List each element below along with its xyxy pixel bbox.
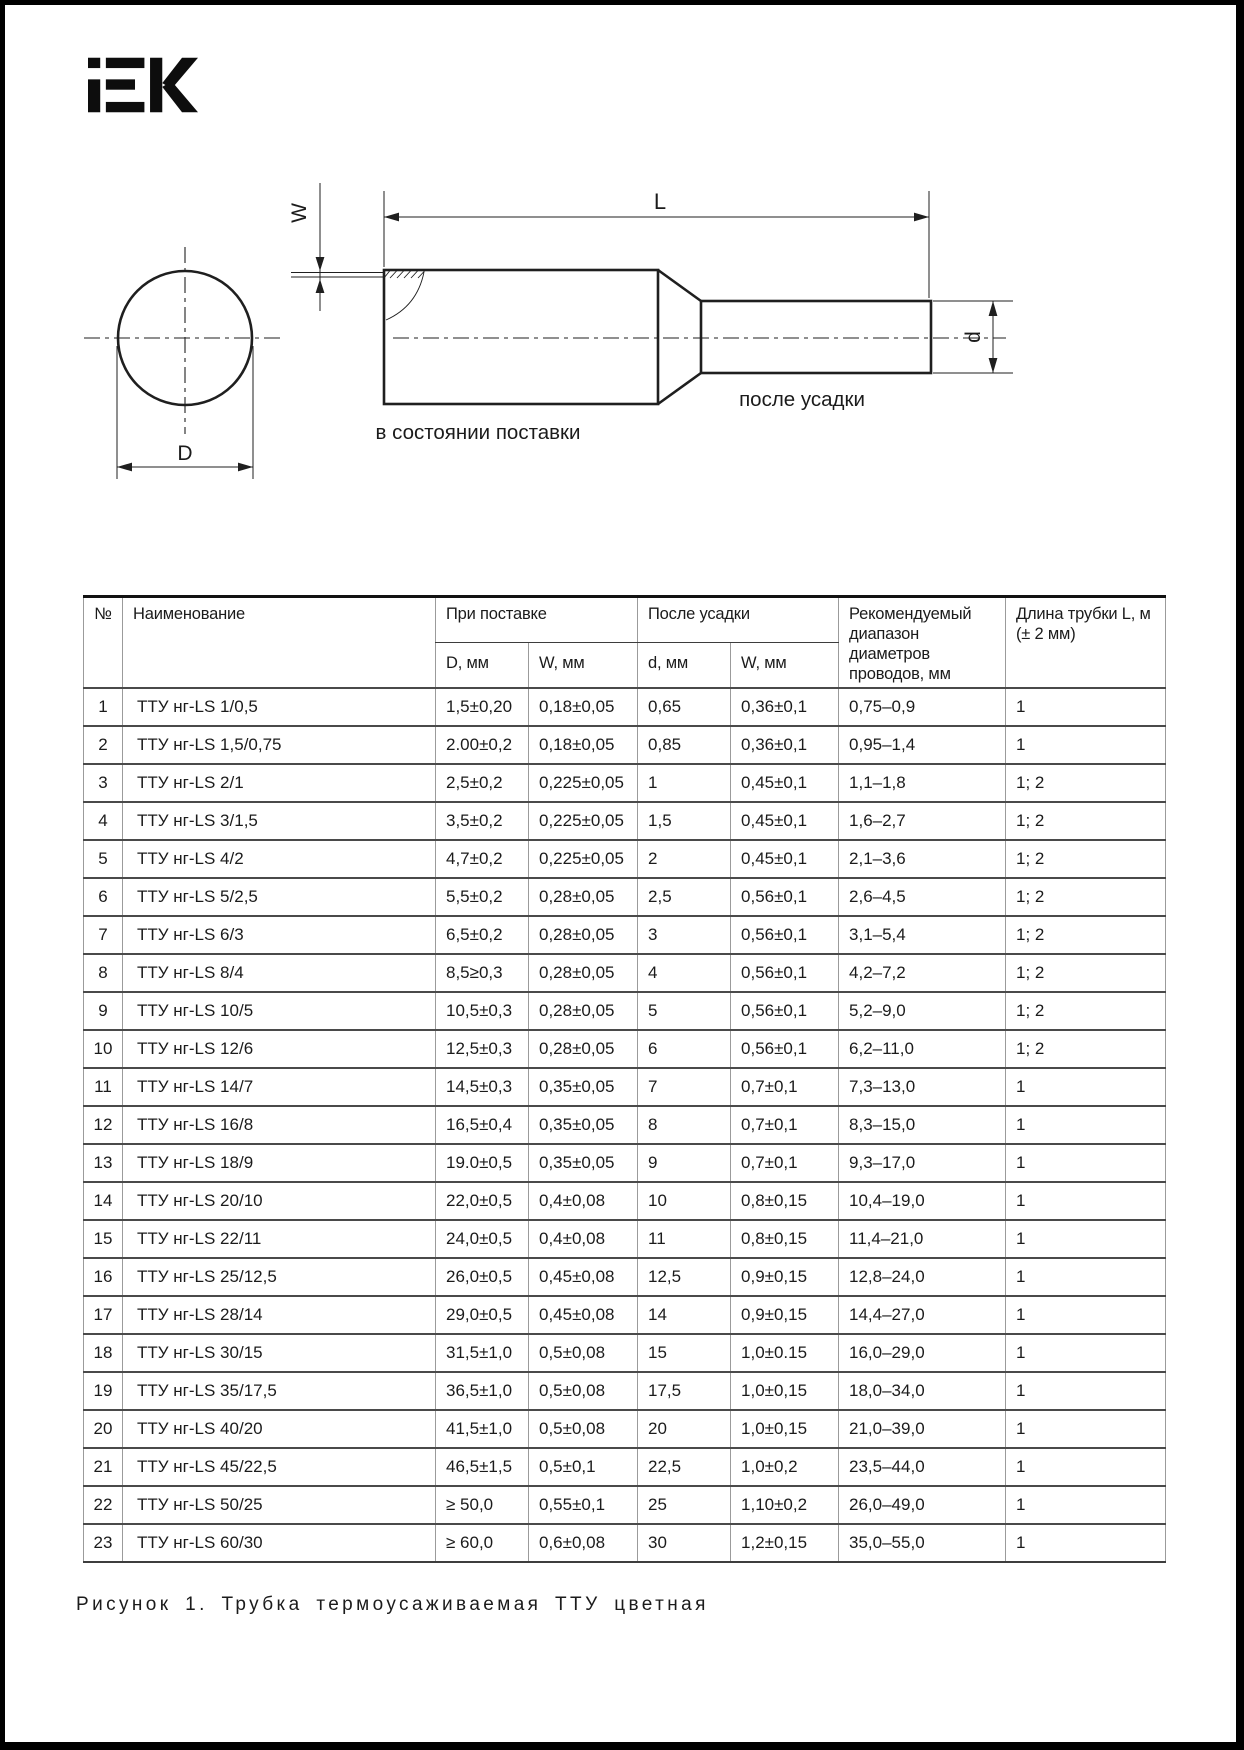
row-number-cell: 7 — [84, 916, 123, 954]
end-view-circle — [84, 247, 284, 434]
table-cell: 14,4–27,0 — [839, 1296, 1006, 1334]
table-row — [84, 802, 1166, 840]
table-cell: 12,8–24,0 — [839, 1258, 1006, 1296]
table-row — [84, 992, 1166, 1030]
table-cell: ТТУ нг-LS 20/10 — [123, 1182, 436, 1220]
table-cell: 1 — [1006, 1296, 1166, 1334]
table-cell: 24,0±0,5 — [436, 1220, 529, 1258]
table-row — [84, 954, 1166, 992]
table-cell: 21,0–39,0 — [839, 1410, 1006, 1448]
table-cell: 30 — [638, 1524, 731, 1562]
row-number-cell: 17 — [84, 1296, 123, 1334]
table-cell: 1,0±0,15 — [731, 1410, 839, 1448]
table-cell: 0,6±0,08 — [529, 1524, 638, 1562]
table-cell: ≥ 50,0 — [436, 1486, 529, 1524]
table-cell: 35,0–55,0 — [839, 1524, 1006, 1562]
table-cell: 1 — [1006, 1524, 1166, 1562]
table-cell: 10,4–19,0 — [839, 1182, 1006, 1220]
table-row — [84, 764, 1166, 802]
table-cell: 0,45±0,1 — [731, 764, 839, 802]
table-cell: 6,5±0,2 — [436, 916, 529, 954]
row-number-cell: 23 — [84, 1524, 123, 1562]
table-cell: 14,5±0,3 — [436, 1068, 529, 1106]
table-row — [84, 1182, 1166, 1220]
table-cell: 1,5 — [638, 802, 731, 840]
table-cell: 25 — [638, 1486, 731, 1524]
row-number-cell: 15 — [84, 1220, 123, 1258]
row-number-cell: 6 — [84, 878, 123, 916]
tube-supply-body — [384, 270, 701, 404]
table-row — [84, 1144, 1166, 1182]
table-cell: 4,7±0,2 — [436, 840, 529, 878]
table-cell: 0,36±0,1 — [731, 688, 839, 726]
table-cell: 0,5±0,1 — [529, 1448, 638, 1486]
table-cell: 1 — [1006, 1220, 1166, 1258]
table-cell: 0,18±0,05 — [529, 688, 638, 726]
table-row — [84, 878, 1166, 916]
table-cell: 1; 2 — [1006, 802, 1166, 840]
table-cell: 0,65 — [638, 688, 731, 726]
row-number-cell: 20 — [84, 1410, 123, 1448]
table-cell: 0,8±0,15 — [731, 1182, 839, 1220]
table-cell: 2,1–3,6 — [839, 840, 1006, 878]
table-cell: 1; 2 — [1006, 840, 1166, 878]
table-cell: 1; 2 — [1006, 1030, 1166, 1068]
table-cell: 4,2–7,2 — [839, 954, 1006, 992]
table-cell: 0,56±0,1 — [731, 992, 839, 1030]
table-cell: 0,75–0,9 — [839, 688, 1006, 726]
table-cell: 3,1–5,4 — [839, 916, 1006, 954]
table-row — [84, 840, 1166, 878]
table-cell: 5,5±0,2 — [436, 878, 529, 916]
table-cell: 0,28±0,05 — [529, 878, 638, 916]
table-cell: 0,85 — [638, 726, 731, 764]
table-cell: ТТУ нг-LS 60/30 — [123, 1524, 436, 1562]
table-cell: 1,6–2,7 — [839, 802, 1006, 840]
table-cell: ТТУ нг-LS 2/1 — [123, 764, 436, 802]
table-cell: 8,5≥0,3 — [436, 954, 529, 992]
table-cell: 0,28±0,05 — [529, 1030, 638, 1068]
table-cell: 0,56±0,1 — [731, 1030, 839, 1068]
figure-caption: Рисунок 1. Трубка термоусаживаемая ТТУ цветная — [76, 1594, 709, 1615]
row-number-cell: 5 — [84, 840, 123, 878]
table-cell: 0,45±0,08 — [529, 1258, 638, 1296]
row-number-cell: 18 — [84, 1334, 123, 1372]
table-cell: 0,225±0,05 — [529, 764, 638, 802]
table-row — [84, 1448, 1166, 1486]
table-cell: 20 — [638, 1410, 731, 1448]
table-cell: ТТУ нг-LS 5/2,5 — [123, 878, 436, 916]
table-row — [84, 1030, 1166, 1068]
label-d: d — [962, 331, 985, 343]
row-number-cell: 16 — [84, 1258, 123, 1296]
row-number-cell: 8 — [84, 954, 123, 992]
label-supply-state: в состоянии поставки — [375, 421, 581, 444]
table-cell: 1,10±0,2 — [731, 1486, 839, 1524]
table-cell: 0,28±0,05 — [529, 916, 638, 954]
table-cell: 0,56±0,1 — [731, 954, 839, 992]
table-cell: 1; 2 — [1006, 916, 1166, 954]
table-cell: 1 — [1006, 1258, 1166, 1296]
table-cell: ТТУ нг-LS 14/7 — [123, 1068, 436, 1106]
header-d-after: d, мм — [638, 643, 731, 688]
table-row — [84, 688, 1166, 726]
table-cell: 1 — [1006, 1106, 1166, 1144]
table-cell: 0,35±0,05 — [529, 1106, 638, 1144]
table-cell: 22,5 — [638, 1448, 731, 1486]
table-cell: ТТУ нг-LS 6/3 — [123, 916, 436, 954]
row-number-cell: 19 — [84, 1372, 123, 1410]
table-cell: 1; 2 — [1006, 764, 1166, 802]
header-after-group: После усадки — [638, 597, 839, 643]
table-row — [84, 1106, 1166, 1144]
table-cell: ТТУ нг-LS 4/2 — [123, 840, 436, 878]
table-cell: 1 — [1006, 1448, 1166, 1486]
spec-table — [83, 595, 1166, 1563]
row-number-cell: 13 — [84, 1144, 123, 1182]
table-cell: 0,45±0,08 — [529, 1296, 638, 1334]
table-cell: 0,35±0,05 — [529, 1144, 638, 1182]
table-cell: 11 — [638, 1220, 731, 1258]
table-cell: 3 — [638, 916, 731, 954]
row-number-cell: 3 — [84, 764, 123, 802]
table-cell: 10 — [638, 1182, 731, 1220]
table-row — [84, 1220, 1166, 1258]
table-cell: 14 — [638, 1296, 731, 1334]
spec-table-body — [84, 688, 1166, 1562]
table-cell: ТТУ нг-LS 1/0,5 — [123, 688, 436, 726]
label-L: L — [653, 189, 667, 214]
table-cell: 3,5±0,2 — [436, 802, 529, 840]
table-cell: ТТУ нг-LS 8/4 — [123, 954, 436, 992]
spec-table-header — [84, 597, 1166, 688]
table-cell: 7,3–13,0 — [839, 1068, 1006, 1106]
table-cell: 26,0±0,5 — [436, 1258, 529, 1296]
header-D-supply: D, мм — [436, 643, 529, 688]
table-cell: 9 — [638, 1144, 731, 1182]
table-cell: 6,2–11,0 — [839, 1030, 1006, 1068]
table-cell: 0,35±0,05 — [529, 1068, 638, 1106]
label-W: W — [288, 203, 311, 223]
table-cell: 46,5±1,5 — [436, 1448, 529, 1486]
header-W-after: W, мм — [731, 643, 839, 688]
table-cell: 7 — [638, 1068, 731, 1106]
table-cell: ТТУ нг-LS 25/12,5 — [123, 1258, 436, 1296]
table-cell: 0,225±0,05 — [529, 802, 638, 840]
table-cell: 0,56±0,1 — [731, 916, 839, 954]
header-range: Рекомендуемый диапазон диаметров проводов, мм — [839, 597, 1006, 688]
table-cell: 0,9±0,15 — [731, 1258, 839, 1296]
table-row — [84, 916, 1166, 954]
table-cell: 9,3–17,0 — [839, 1144, 1006, 1182]
table-cell: 0,28±0,05 — [529, 954, 638, 992]
table-cell: ТТУ нг-LS 35/17,5 — [123, 1372, 436, 1410]
table-cell: 1 — [1006, 1486, 1166, 1524]
table-cell: 23,5–44,0 — [839, 1448, 1006, 1486]
table-cell: 1 — [1006, 1334, 1166, 1372]
table-cell: ТТУ нг-LS 22/11 — [123, 1220, 436, 1258]
table-row — [84, 1258, 1166, 1296]
table-cell: 22,0±0,5 — [436, 1182, 529, 1220]
table-cell: ТТУ нг-LS 1,5/0,75 — [123, 726, 436, 764]
table-cell: 0,4±0,08 — [529, 1182, 638, 1220]
table-cell: 31,5±1,0 — [436, 1334, 529, 1372]
table-cell: 0,28±0,05 — [529, 992, 638, 1030]
table-cell: 1 — [1006, 1410, 1166, 1448]
table-cell: 19.0±0,5 — [436, 1144, 529, 1182]
table-row — [84, 1524, 1166, 1562]
table-row — [84, 1486, 1166, 1524]
table-cell: 8,3–15,0 — [839, 1106, 1006, 1144]
table-cell: 2,5±0,2 — [436, 764, 529, 802]
table-cell: ТТУ нг-LS 40/20 — [123, 1410, 436, 1448]
header-supply-group: При поставке — [436, 597, 638, 643]
table-cell: ТТУ нг-LS 18/9 — [123, 1144, 436, 1182]
row-number-cell: 10 — [84, 1030, 123, 1068]
table-cell: 0,4±0,08 — [529, 1220, 638, 1258]
row-number-cell: 1 — [84, 688, 123, 726]
table-cell: 0,7±0,1 — [731, 1144, 839, 1182]
table-cell: 18,0–34,0 — [839, 1372, 1006, 1410]
table-cell: 17,5 — [638, 1372, 731, 1410]
row-number-cell: 14 — [84, 1182, 123, 1220]
table-cell: 0,7±0,1 — [731, 1068, 839, 1106]
table-cell: 16,0–29,0 — [839, 1334, 1006, 1372]
table-cell: 1 — [638, 764, 731, 802]
table-cell: 0,5±0,08 — [529, 1410, 638, 1448]
table-cell: 26,0–49,0 — [839, 1486, 1006, 1524]
table-cell: 5 — [638, 992, 731, 1030]
table-cell: 1; 2 — [1006, 954, 1166, 992]
table-cell: 2.00±0,2 — [436, 726, 529, 764]
table-cell: 1,1–1,8 — [839, 764, 1006, 802]
table-cell: 0,225±0,05 — [529, 840, 638, 878]
table-cell: 1 — [1006, 726, 1166, 764]
table-cell: 5,2–9,0 — [839, 992, 1006, 1030]
row-number-cell: 2 — [84, 726, 123, 764]
table-cell: 1 — [1006, 1144, 1166, 1182]
dimension-W — [291, 183, 383, 311]
table-cell: 1,0±0,15 — [731, 1372, 839, 1410]
table-cell: 29,0±0,5 — [436, 1296, 529, 1334]
table-cell: 2,5 — [638, 878, 731, 916]
table-cell: ТТУ нг-LS 28/14 — [123, 1296, 436, 1334]
table-row — [84, 1296, 1166, 1334]
header-length: Длина трубки L, м (± 2 мм) — [1006, 597, 1166, 688]
tube-shrunk-body — [701, 301, 931, 373]
table-cell: ТТУ нг-LS 10/5 — [123, 992, 436, 1030]
table-cell: 0,8±0,15 — [731, 1220, 839, 1258]
table-cell: 41,5±1,0 — [436, 1410, 529, 1448]
table-cell: 1; 2 — [1006, 878, 1166, 916]
table-cell: 0,7±0,1 — [731, 1106, 839, 1144]
table-cell: 15 — [638, 1334, 731, 1372]
table-cell: 1,5±0,20 — [436, 688, 529, 726]
technical-drawing — [0, 0, 1244, 520]
table-cell: 1; 2 — [1006, 992, 1166, 1030]
table-cell: 0,5±0,08 — [529, 1334, 638, 1372]
table-cell: 1 — [1006, 688, 1166, 726]
table-cell: ТТУ нг-LS 50/25 — [123, 1486, 436, 1524]
table-cell: ТТУ нг-LS 3/1,5 — [123, 802, 436, 840]
table-row — [84, 1372, 1166, 1410]
table-cell: 36,5±1,0 — [436, 1372, 529, 1410]
table-cell: 0,56±0,1 — [731, 878, 839, 916]
label-after-shrink: после усадки — [739, 388, 865, 411]
table-cell: 1,0±0.15 — [731, 1334, 839, 1372]
table-cell: ТТУ нг-LS 30/15 — [123, 1334, 436, 1372]
table-cell: 0,95–1,4 — [839, 726, 1006, 764]
table-cell: ≥ 60,0 — [436, 1524, 529, 1562]
table-row — [84, 726, 1166, 764]
table-row — [84, 1068, 1166, 1106]
table-cell: ТТУ нг-LS 12/6 — [123, 1030, 436, 1068]
table-cell: ТТУ нг-LS 16/8 — [123, 1106, 436, 1144]
table-cell: 0,55±0,1 — [529, 1486, 638, 1524]
table-row — [84, 1334, 1166, 1372]
row-number-cell: 4 — [84, 802, 123, 840]
row-number-cell: 21 — [84, 1448, 123, 1486]
label-D: D — [177, 442, 193, 465]
table-cell: 12,5±0,3 — [436, 1030, 529, 1068]
table-cell: 0,18±0,05 — [529, 726, 638, 764]
table-cell: 1 — [1006, 1182, 1166, 1220]
table-cell: 8 — [638, 1106, 731, 1144]
table-cell: 16,5±0,4 — [436, 1106, 529, 1144]
table-cell: 4 — [638, 954, 731, 992]
header-W-supply: W, мм — [529, 643, 638, 688]
table-cell: 0,36±0,1 — [731, 726, 839, 764]
table-cell: 12,5 — [638, 1258, 731, 1296]
header-name: Наименование — [123, 597, 436, 688]
table-cell: 1 — [1006, 1372, 1166, 1410]
table-cell: ТТУ нг-LS 45/22,5 — [123, 1448, 436, 1486]
row-number-cell: 9 — [84, 992, 123, 1030]
header-num: № — [84, 597, 123, 688]
table-cell: 0,45±0,1 — [731, 840, 839, 878]
table-cell: 0,45±0,1 — [731, 802, 839, 840]
table-cell: 1,0±0,2 — [731, 1448, 839, 1486]
table-row — [84, 1410, 1166, 1448]
row-number-cell: 12 — [84, 1106, 123, 1144]
table-cell: 2,6–4,5 — [839, 878, 1006, 916]
table-cell: 0,9±0,15 — [731, 1296, 839, 1334]
table-cell: 2 — [638, 840, 731, 878]
table-cell: 1 — [1006, 1068, 1166, 1106]
row-number-cell: 11 — [84, 1068, 123, 1106]
row-number-cell: 22 — [84, 1486, 123, 1524]
table-cell: 10,5±0,3 — [436, 992, 529, 1030]
table-cell: 11,4–21,0 — [839, 1220, 1006, 1258]
table-cell: 1,2±0,15 — [731, 1524, 839, 1562]
table-cell: 0,5±0,08 — [529, 1372, 638, 1410]
table-cell: 6 — [638, 1030, 731, 1068]
